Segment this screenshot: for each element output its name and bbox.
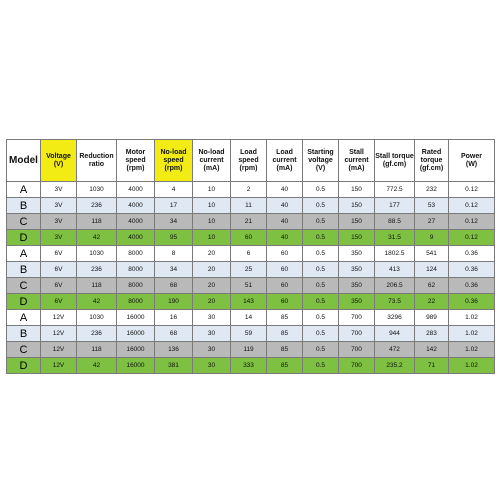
cell-no-load-current: 30 [193,358,231,374]
cell-rated-torque: 22 [415,294,449,310]
cell-load-current: 85 [267,342,303,358]
cell-starting-voltage: 0.5 [303,214,339,230]
cell-reduction-ratio: 42 [77,230,117,246]
cell-reduction-ratio: 236 [77,326,117,342]
header-no-load-current [193,140,231,182]
cell-power: 0.12 [449,230,495,246]
cell-power: 1.02 [449,342,495,358]
cell-stall-torque: 31.5 [375,230,415,246]
cell-motor-speed: 4000 [117,230,155,246]
cell-stall-current: 150 [339,198,375,214]
cell-reduction-ratio: 1030 [77,182,117,198]
header-no-load-speed [155,140,193,182]
cell-no-load-speed: 17 [155,198,193,214]
cell-stall-torque: 772.5 [375,182,415,198]
cell-stall-current: 700 [339,358,375,374]
cell-no-load-speed: 95 [155,230,193,246]
model-cell: B [7,262,41,278]
model-cell: B [7,198,41,214]
cell-no-load-current: 20 [193,246,231,262]
cell-stall-torque: 235.2 [375,358,415,374]
cell-voltage: 3V [41,198,77,214]
cell-no-load-current: 20 [193,262,231,278]
header-label: Model [9,154,38,166]
cell-motor-speed: 4000 [117,182,155,198]
cell-no-load-speed: 34 [155,214,193,230]
header-unit: ratio [88,160,105,168]
cell-stall-torque: 206.5 [375,278,415,294]
cell-no-load-current: 20 [193,278,231,294]
cell-rated-torque: 9 [415,230,449,246]
model-cell: D [7,294,41,310]
model-cell: D [7,358,41,374]
cell-no-load-speed: 34 [155,262,193,278]
cell-no-load-current: 10 [193,230,231,246]
model-cell: C [7,214,41,230]
cell-load-current: 40 [267,198,303,214]
cell-no-load-speed: 190 [155,294,193,310]
cell-load-speed: 59 [231,326,267,342]
table-row [7,294,495,310]
header-unit: (gf.cm) [419,164,444,172]
cell-load-speed: 11 [231,198,267,214]
cell-starting-voltage: 0.5 [303,246,339,262]
cell-power: 1.02 [449,326,495,342]
table-row [7,182,495,198]
cell-no-load-current: 10 [193,182,231,198]
cell-starting-voltage: 0.5 [303,278,339,294]
header-unit: (mA) [348,164,365,172]
cell-stall-current: 150 [339,230,375,246]
header-rated-torque [415,140,449,182]
cell-reduction-ratio: 118 [77,342,117,358]
header-label: No-load current [198,148,225,164]
cell-reduction-ratio: 42 [77,294,117,310]
cell-power: 0.36 [449,246,495,262]
cell-no-load-speed: 136 [155,342,193,358]
cell-voltage: 3V [41,230,77,246]
table-row [7,342,495,358]
cell-motor-speed: 4000 [117,214,155,230]
cell-starting-voltage: 0.5 [303,182,339,198]
cell-motor-speed: 16000 [117,358,155,374]
model-cell: A [7,182,41,198]
cell-reduction-ratio: 236 [77,198,117,214]
header-label: Voltage [46,152,71,160]
header-load-speed [231,140,267,182]
cell-reduction-ratio: 236 [77,262,117,278]
header-row [7,140,495,182]
table-row [7,246,495,262]
cell-motor-speed: 8000 [117,262,155,278]
cell-motor-speed: 16000 [117,310,155,326]
header-stall-torque [375,140,415,182]
cell-no-load-current: 30 [193,326,231,342]
cell-stall-torque: 413 [375,262,415,278]
cell-load-speed: 60 [231,230,267,246]
cell-stall-current: 700 [339,326,375,342]
cell-starting-voltage: 0.5 [303,262,339,278]
cell-load-current: 40 [267,182,303,198]
cell-stall-torque: 944 [375,326,415,342]
cell-starting-voltage: 0.5 [303,342,339,358]
cell-voltage: 12V [41,342,77,358]
cell-rated-torque: 232 [415,182,449,198]
cell-stall-torque: 1802.5 [375,246,415,262]
table-row [7,358,495,374]
header-voltage [41,140,77,182]
cell-motor-speed: 16000 [117,326,155,342]
cell-voltage: 12V [41,358,77,374]
cell-no-load-speed: 8 [155,246,193,262]
cell-starting-voltage: 0.5 [303,198,339,214]
header-label: Load speed [238,148,259,164]
cell-motor-speed: 16000 [117,342,155,358]
cell-no-load-speed: 381 [155,358,193,374]
cell-load-current: 85 [267,326,303,342]
cell-starting-voltage: 0.5 [303,230,339,246]
cell-load-speed: 143 [231,294,267,310]
cell-load-speed: 51 [231,278,267,294]
model-cell: D [7,230,41,246]
header-unit: (rpm) [239,164,258,172]
header-reduction-ratio [77,140,117,182]
header-motor-speed [117,140,155,182]
cell-load-current: 60 [267,294,303,310]
table-row [7,230,495,246]
table-row [7,214,495,230]
cell-power: 0.12 [449,214,495,230]
header-label: Power [460,152,482,160]
cell-voltage: 6V [41,262,77,278]
cell-load-current: 60 [267,246,303,262]
header-model [7,140,41,182]
header-power [449,140,495,182]
cell-rated-torque: 53 [415,198,449,214]
cell-motor-speed: 4000 [117,198,155,214]
model-cell: A [7,246,41,262]
table-row [7,310,495,326]
cell-power: 0.36 [449,294,495,310]
cell-load-current: 85 [267,310,303,326]
cell-rated-torque: 142 [415,342,449,358]
table-row [7,278,495,294]
header-unit: (V) [315,164,326,172]
cell-stall-current: 350 [339,246,375,262]
cell-stall-current: 150 [339,182,375,198]
header-unit: (mA) [203,164,220,172]
header-unit: (mA) [276,164,293,172]
cell-voltage: 12V [41,310,77,326]
cell-motor-speed: 8000 [117,246,155,262]
table-row [7,326,495,342]
cell-rated-torque: 71 [415,358,449,374]
table-body [7,182,495,374]
cell-reduction-ratio: 1030 [77,246,117,262]
cell-voltage: 6V [41,246,77,262]
cell-no-load-current: 20 [193,294,231,310]
header-label: Stall torque [375,152,414,160]
model-cell: C [7,342,41,358]
header-label: Motor speed [125,148,146,164]
cell-no-load-current: 10 [193,198,231,214]
cell-stall-current: 350 [339,278,375,294]
cell-no-load-current: 30 [193,342,231,358]
header-label: Rated torque [420,148,443,164]
cell-load-speed: 21 [231,214,267,230]
cell-voltage: 12V [41,326,77,342]
cell-rated-torque: 27 [415,214,449,230]
motor-spec-table [6,139,495,374]
cell-rated-torque: 283 [415,326,449,342]
cell-rated-torque: 124 [415,262,449,278]
cell-load-current: 60 [267,262,303,278]
cell-load-current: 40 [267,214,303,230]
cell-reduction-ratio: 1030 [77,310,117,326]
header-label: Load current [272,148,297,164]
cell-power: 0.36 [449,262,495,278]
header-unit: (rpm) [164,164,183,172]
cell-no-load-speed: 68 [155,326,193,342]
cell-voltage: 3V [41,214,77,230]
header-stall-current [339,140,375,182]
cell-stall-torque: 88.5 [375,214,415,230]
cell-load-speed: 25 [231,262,267,278]
cell-starting-voltage: 0.5 [303,294,339,310]
cell-starting-voltage: 0.5 [303,310,339,326]
cell-no-load-current: 30 [193,310,231,326]
header-unit: (W) [465,160,478,168]
cell-stall-current: 700 [339,342,375,358]
model-cell: A [7,310,41,326]
model-cell: B [7,326,41,342]
cell-power: 1.02 [449,310,495,326]
cell-motor-speed: 8000 [117,294,155,310]
cell-rated-torque: 541 [415,246,449,262]
header-starting-voltage [303,140,339,182]
cell-no-load-speed: 4 [155,182,193,198]
cell-stall-current: 350 [339,262,375,278]
cell-power: 0.12 [449,182,495,198]
cell-stall-torque: 177 [375,198,415,214]
cell-starting-voltage: 0.5 [303,358,339,374]
cell-voltage: 3V [41,182,77,198]
header-label: Stall current [344,148,369,164]
header-label: Starting voltage [307,148,334,164]
cell-no-load-speed: 68 [155,278,193,294]
cell-no-load-speed: 16 [155,310,193,326]
header-unit: (rpm) [126,164,145,172]
cell-stall-current: 150 [339,214,375,230]
header-unit: (gf.cm) [382,160,407,168]
cell-load-speed: 14 [231,310,267,326]
header-label: Reduction [79,152,114,160]
cell-starting-voltage: 0.5 [303,326,339,342]
header-load-current [267,140,303,182]
cell-power: 1.02 [449,358,495,374]
cell-stall-torque: 73.5 [375,294,415,310]
cell-load-speed: 6 [231,246,267,262]
cell-load-current: 40 [267,230,303,246]
cell-rated-torque: 62 [415,278,449,294]
cell-load-speed: 119 [231,342,267,358]
cell-load-current: 85 [267,358,303,374]
cell-voltage: 6V [41,294,77,310]
cell-load-current: 60 [267,278,303,294]
cell-voltage: 6V [41,278,77,294]
model-cell: C [7,278,41,294]
cell-stall-current: 350 [339,294,375,310]
cell-reduction-ratio: 42 [77,358,117,374]
cell-reduction-ratio: 118 [77,214,117,230]
cell-power: 0.12 [449,198,495,214]
cell-load-speed: 333 [231,358,267,374]
cell-stall-torque: 472 [375,342,415,358]
cell-stall-torque: 3296 [375,310,415,326]
cell-reduction-ratio: 118 [77,278,117,294]
cell-stall-current: 700 [339,310,375,326]
table-row [7,262,495,278]
cell-no-load-current: 10 [193,214,231,230]
cell-rated-torque: 989 [415,310,449,326]
header-label: No-load speed [160,148,187,164]
cell-motor-speed: 8000 [117,278,155,294]
cell-load-speed: 2 [231,182,267,198]
table-row [7,198,495,214]
cell-power: 0.36 [449,278,495,294]
header-unit: (V) [53,160,64,168]
